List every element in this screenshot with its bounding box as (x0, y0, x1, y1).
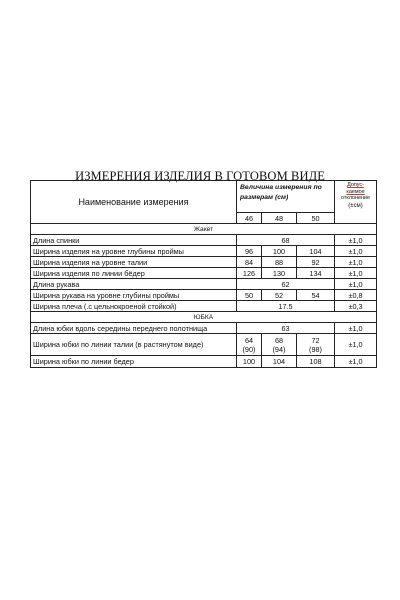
row-value-48: 100 (262, 246, 297, 257)
row-name: Ширина изделия по линии бёдер (31, 268, 237, 279)
row-name: Ширина плеча (.с цельнокроеной стойкой) (31, 301, 237, 312)
value-line: 68 (274, 335, 284, 345)
row-name: Ширина юбки по линии бедер (31, 356, 237, 368)
tolerance-label-line4: (±см) (348, 202, 363, 209)
row-value-50: 92 (297, 257, 335, 268)
row-value-46: 84 (237, 257, 262, 268)
column-header-name: Наименование измерения (31, 181, 237, 224)
row-name: Длина спинки (31, 235, 237, 246)
size-header-50: 50 (297, 213, 335, 224)
tolerance-label-line3: отклонение (341, 195, 370, 201)
row-value-46: 50 (237, 290, 262, 301)
row-value-46: 126 (237, 268, 262, 279)
row-name: Ширина изделия на уровне глубины проймы (31, 246, 237, 257)
size-header-46: 46 (237, 213, 262, 224)
row-value-50: 134 (297, 268, 335, 279)
row-tolerance: ±1,0 (335, 268, 377, 279)
section-skirt: ЮБКА (31, 312, 377, 323)
row-value-all: 68 (237, 235, 335, 246)
row-value-all: 17.5 (237, 301, 335, 312)
row-tolerance: ±1,0 (335, 334, 377, 356)
row-value-48: 130 (262, 268, 297, 279)
row-value-50: 108 (297, 356, 335, 368)
value-line-stretched: (94) (272, 344, 286, 354)
column-header-tolerance (335, 181, 377, 224)
row-value-48: 88 (262, 257, 297, 268)
row-name: Ширина рукава на уровне глубины проймы (31, 290, 237, 301)
row-value-48: 104 (262, 356, 297, 368)
row-tolerance: ±1,0 (335, 235, 377, 246)
section-jacket: Жакет (31, 224, 377, 235)
row-name: Длина рукава (31, 279, 237, 290)
row-tolerance: ±1,0 (335, 279, 377, 290)
size-header-48: 48 (262, 213, 297, 224)
value-line-stretched: (90) (242, 344, 256, 354)
row-tolerance: ±0,8 (335, 290, 377, 301)
tolerance-label-line1: Допус- (347, 182, 364, 188)
row-value-all: 63 (237, 323, 335, 334)
row-value-50: 104 (297, 246, 335, 257)
row-tolerance: ±1,0 (335, 257, 377, 268)
value-line: 64 (244, 335, 254, 345)
row-value-48 (262, 334, 297, 356)
row-tolerance: ±1,0 (335, 246, 377, 257)
row-value-46 (237, 334, 262, 356)
page-title: ИЗМЕРЕНИЯ ИЗДЕЛИЯ В ГОТОВОМ ВИДЕ (75, 169, 325, 183)
row-value-48: 52 (262, 290, 297, 301)
row-value-all: 62 (237, 279, 335, 290)
row-value-50: 54 (297, 290, 335, 301)
column-header-size: Величина измерения по размерам (см) (237, 181, 335, 213)
row-value-46: 96 (237, 246, 262, 257)
value-line-stretched: (98) (309, 344, 322, 354)
row-value-46: 100 (237, 356, 262, 368)
value-line: 72 (311, 335, 320, 345)
row-name: Ширина изделия на уровне талии (31, 257, 237, 268)
measurements-table (30, 180, 377, 368)
row-tolerance: ±1,0 (335, 323, 377, 334)
row-tolerance: ±0,3 (335, 301, 377, 312)
row-name: Ширина юбки по линии талии (в растянутом виде) (31, 334, 237, 356)
row-tolerance: ±1,0 (335, 356, 377, 368)
row-name: Длина юбки вдоль середины переднего полотнища (31, 323, 237, 334)
tolerance-label-line2: каемое (346, 188, 365, 195)
row-value-50 (297, 334, 335, 356)
